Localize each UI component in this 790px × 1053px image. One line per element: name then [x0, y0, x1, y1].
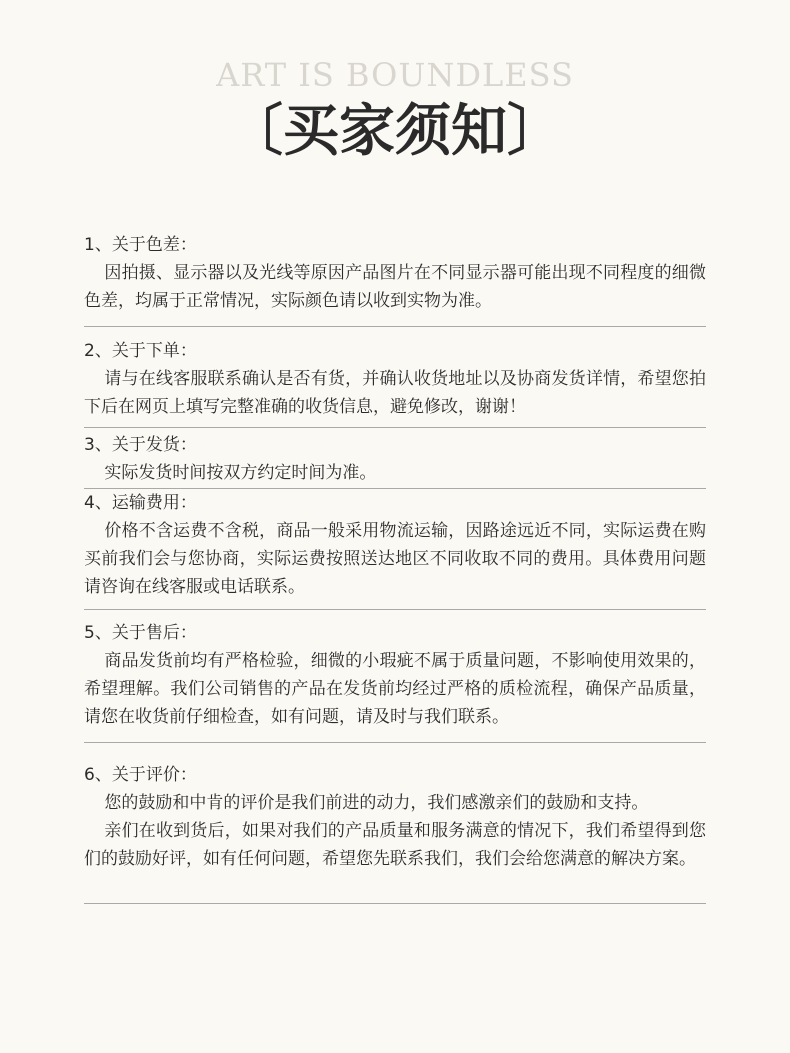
divider: [84, 427, 706, 428]
section-heading: 6、关于评价：: [84, 765, 197, 785]
section-heading: 3、关于发货：: [84, 435, 197, 455]
page-title: 〔买家须知〕: [227, 98, 563, 164]
section-after-sales: [84, 619, 706, 731]
divider: [84, 903, 706, 904]
section-freight-cost: [84, 489, 706, 601]
section-color-difference: [84, 231, 706, 315]
section-heading: 1、关于色差：: [84, 235, 197, 255]
divider: [84, 609, 706, 610]
section-paragraph: 亲们在收到货后，如果对我们的产品质量和服务满意的情况下，我们希望得到您们的鼓励好评，如有任何问题，希望您先联系我们，我们会给您满意的解决方案。: [84, 821, 706, 869]
divider: [84, 742, 706, 743]
section-heading: 2、关于下单：: [84, 341, 197, 361]
section-heading: 5、关于售后：: [84, 623, 197, 643]
english-title: ART IS BOUNDLESS: [216, 56, 574, 94]
divider: [84, 326, 706, 327]
section-paragraph: 您的鼓励和中肯的评价是我们前进的动力，我们感激亲们的鼓励和支持。: [104, 793, 649, 813]
section-paragraph: 价格不含运费不含税，商品一般采用物流运输，因路途远近不同，实际运费在购买前我们会与您协商，实际运费按照送达地区不同收取不同的费用。具体费用问题请咨询在线客服或电话联系。: [84, 521, 706, 597]
section-ordering: [84, 337, 706, 421]
section-reviews: [84, 761, 706, 873]
section-shipping: [84, 431, 706, 487]
section-paragraph: 因拍摄、显示器以及光线等原因产品图片在不同显示器可能出现不同程度的细微色差，均属于正常情况，实际颜色请以收到实物为准。: [84, 263, 706, 311]
section-paragraph: 商品发货前均有严格检验，细微的小瑕疵不属于质量问题，不影响使用效果的，希望理解。我们公司销售的产品在发货前均经过严格的质检流程，确保产品质量，请您在收货前仔细检查，如有问题，请及时与我们联系。: [84, 651, 706, 727]
section-paragraph: 请与在线客服联系确认是否有货，并确认收货地址以及协商发货详情，希望您拍下后在网页上填写完整准确的收货信息，避免修改，谢谢！: [84, 369, 706, 417]
section-heading: 4、运输费用：: [84, 493, 197, 513]
section-paragraph: 实际发货时间按双方约定时间为准。: [104, 463, 377, 483]
